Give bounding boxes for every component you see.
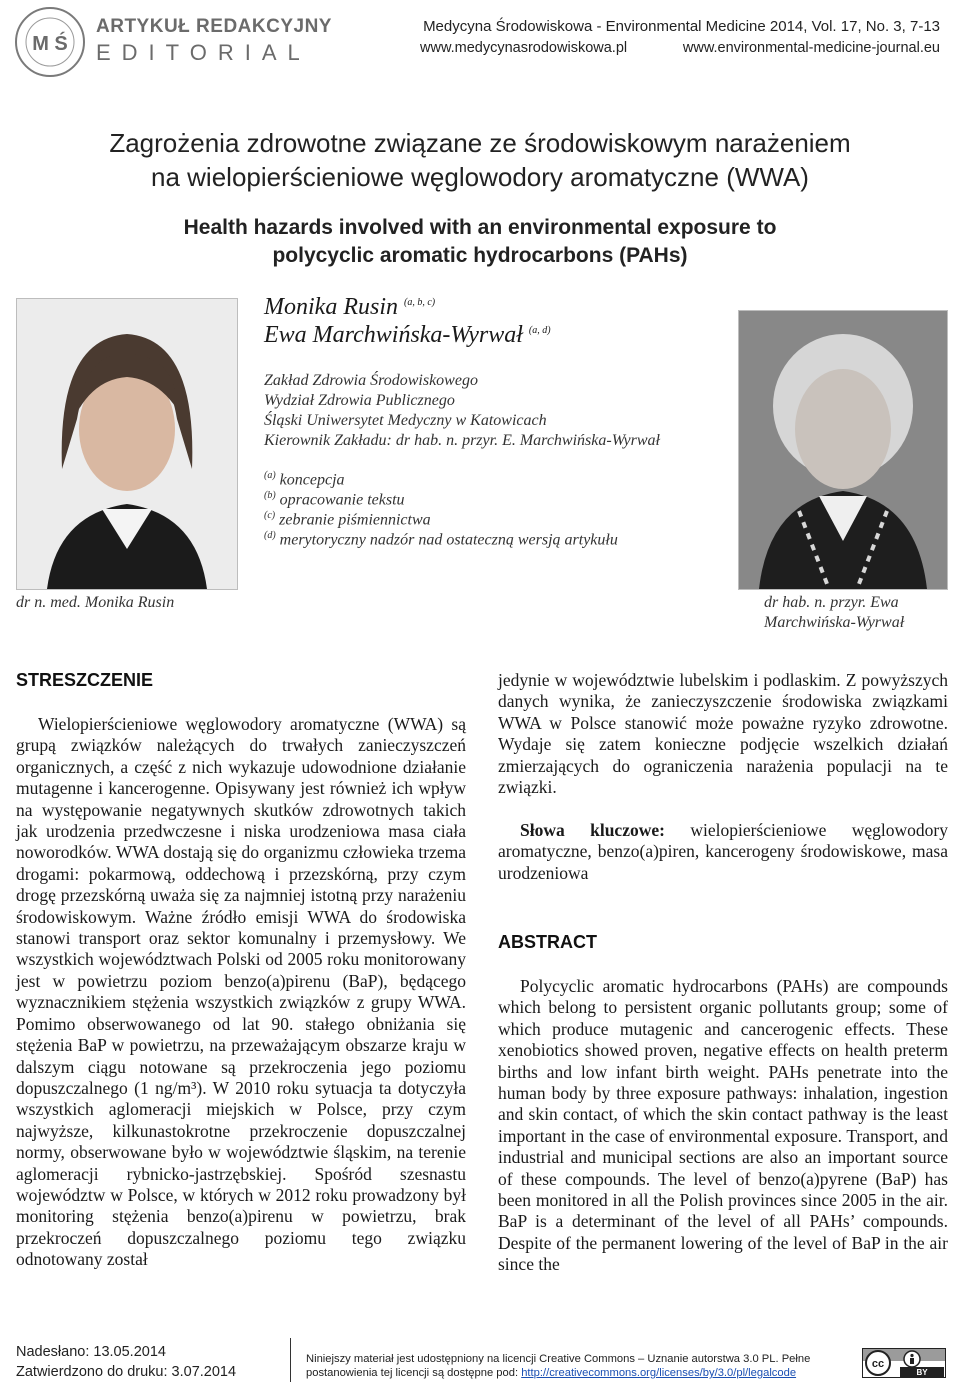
- journal-citation: Medycyna Środowiskowa - Environmental Medicine 2014, Vol. 17, No. 3, 7-13: [423, 18, 940, 35]
- affiliation-line-2: Wydział Zdrowia Publicznego: [264, 392, 455, 409]
- affiliation-line-3: Śląski Uniwersytet Medyczny w Katowicach: [264, 412, 547, 429]
- approved-date: Zatwierdzono do druku: 3.07.2014: [16, 1364, 237, 1380]
- photo-caption-left: dr n. med. Monika Rusin: [16, 594, 175, 611]
- license-text: Niniejszy materiał jest udostępniony na licencji Creative Commons – Uznanie autorstwa 3.0 PL. Pełne postanowienia tej licencji są dostępne pod:: [306, 1353, 811, 1379]
- keywords: [498, 820, 948, 884]
- contribution-b: $^{(b)}$ opracowanie tekstu: [264, 490, 405, 509]
- abstract-pl-heading: STRESZCZENIE: [16, 670, 154, 690]
- keywords-text: wielopierścieniowe węglowodory aromatyczne, benzo(a)piren, kancerogeny środowiskowe, masa urodzeniowa: [498, 820, 948, 883]
- journal-url-en[interactable]: www.environmental-medicine-journal.eu: [682, 40, 940, 56]
- photo-caption-right-line1: dr hab. n. przyr. Ewa: [764, 594, 899, 611]
- category-label-en: EDITORIAL: [96, 40, 311, 65]
- license-link[interactable]: http://creativecommons.org/licenses/by/3.0/pl/legalcode: [521, 1367, 797, 1379]
- contribution-c: $^{(c)}$ zebranie piśmiennictwa: [264, 510, 431, 529]
- author-2-name: Ewa Marchwińska-Wyrwał: [264, 322, 523, 348]
- by-label: BY: [916, 1368, 928, 1377]
- title-pl-line1: Zagrożenia zdrowotne związane ze środowiskowym narażeniem: [109, 128, 851, 158]
- affiliation-line-4: Kierownik Zakładu: dr hab. n. przyr. E. Marchwińska-Wyrwał: [264, 432, 660, 449]
- author-1-marks: (a, b, c): [403, 297, 436, 308]
- title-en-line1: Health hazards involved with an environmental exposure to: [183, 216, 777, 239]
- photo-caption-right-line2: Marchwińska-Wyrwał: [764, 614, 905, 631]
- license-notice: [306, 1352, 846, 1380]
- author-photo-rusin: [16, 298, 238, 590]
- author-1: [264, 294, 435, 321]
- received-date: Nadesłano: 13.05.2014: [16, 1344, 166, 1360]
- title-en-line2: polycyclic aromatic hydrocarbons (PAHs): [272, 244, 688, 267]
- abstract-pl-continued: jedynie w województwie lubelskim i podlaskim. Z powyższych danych wynika, że zanieczyszczenie środowiska związkami WWA w Polsce stanowić może poważne ryzyko zdrowotne. Wydaje się zatem konieczne podjęcie wszelkich działań zmierzających do ograniczenia narażenia populacji na te związki.: [498, 670, 948, 798]
- footer-divider: [290, 1338, 291, 1382]
- abstract-pl-text: Wielopierścieniowe węglowodory aromatyczne (WWA) są grupą związków należących do trwałych zanieczyszczeń organicznych, a część z nich wykazuje udowodnione działanie mutagenne i kancerogenne. Opisywany jest również ich wpływ na występowanie negatywnych skutków zdrowotnych takich jak urodzenia przedwczesne i niska urodzeniowa masa ciała noworodków. WWA dostają się do organizmu człowieka trzema drogami: pokarmową, oddechową i przezskórną, przy czym drogę przezskórną uważa się za najmniej istotną przy narażeniu środowiskowym. Ważne źródło emisji WWA do środowiska stanowi transport oraz sektor komunalny i przemysłowy. We wszystkich województwach Polski od 2005 roku monitorowany jest w powietrzu poziom benzo(a)pirenu (BaP), będącego wyznacznikiem stężenia wszystkich związków z grupy WWA. Pomimo obserwowanego od lat 90. stałego obniżania się stężenia BaP w powietrzu, na przeważającym obszarze kraju w dalszym ciągu notowane są przekroczenia jego poziomu dopuszczalnego (1 ng/m³). W 2010 roku sytuacja ta dotyczyła wszystkich aglomeracji miejskich w Polsce, przy czym najwyższe, kilkunastokrotne przekroczenie dopuszczalnej normy, obserwowane było w województwie śląskim, na terenie aglomeracji rybnicko-jastrzębskiej. Spośród szesnastu województw w Polsce, w których w 2012 roku prowadzony był monitoring stężenia benzo(a)pirenu w powietrzu, brak przekroczeń dopuszczalnego poziomu tego związku odnotowany został: [16, 714, 466, 1270]
- affiliation-line-1: Zakład Zdrowia Środowiskowego: [264, 372, 478, 389]
- journal-logo: [14, 6, 86, 78]
- footer-dates: [16, 1342, 236, 1382]
- cc-by-badge-icon[interactable]: [862, 1348, 946, 1378]
- title-pl-line2: na wielopierścieniowe węglowodory aromatyczne (WWA): [151, 162, 809, 192]
- abstract-en-heading: ABSTRACT: [498, 932, 597, 952]
- keywords-label: Słowa kluczowe:: [520, 820, 665, 840]
- author-2-marks: (a, d): [528, 325, 551, 336]
- cc-label: cc: [871, 1358, 885, 1370]
- contribution-d: $^{(d)}$ merytoryczny nadzór nad ostateczną wersją artykułu: [264, 530, 618, 549]
- journal-url-pl[interactable]: www.medycynasrodowiskowa.pl: [420, 40, 628, 56]
- category-label-pl: ARTYKUŁ REDAKCYJNY: [96, 16, 332, 37]
- author-2: [264, 322, 551, 349]
- author-photo-marchwinska: [738, 310, 948, 590]
- abstract-en-text: Polycyclic aromatic hydrocarbons (PAHs) are compounds which belong to persistent organic pollutants group; some of which produce mutagenic and cancerogenic effects. These xenobiotics showed proven, negative effects on health preterm births and low infant birth weight. PAHs penetrate into the human body by three exposure pathways: inhalation, ingestion and skin contact, of which the skin contact pathway is the least important in the case of environmental exposure. Transport, and industrial and municipal sections are also an important source of these compounds. The level of benzo(a)pyrene (BaP) has been monitored in all the Polish provinces since 2005 in the air. BaP is a determinant of the level of all PAHs’ compounds. Despite of the permanent lowering of the level of BaP in the air since the: [498, 976, 948, 1275]
- author-1-name: Monika Rusin: [264, 294, 398, 320]
- contribution-a: $^{(a)}$ koncepcja: [264, 470, 345, 489]
- logo-monogram: M Ś: [32, 33, 68, 55]
